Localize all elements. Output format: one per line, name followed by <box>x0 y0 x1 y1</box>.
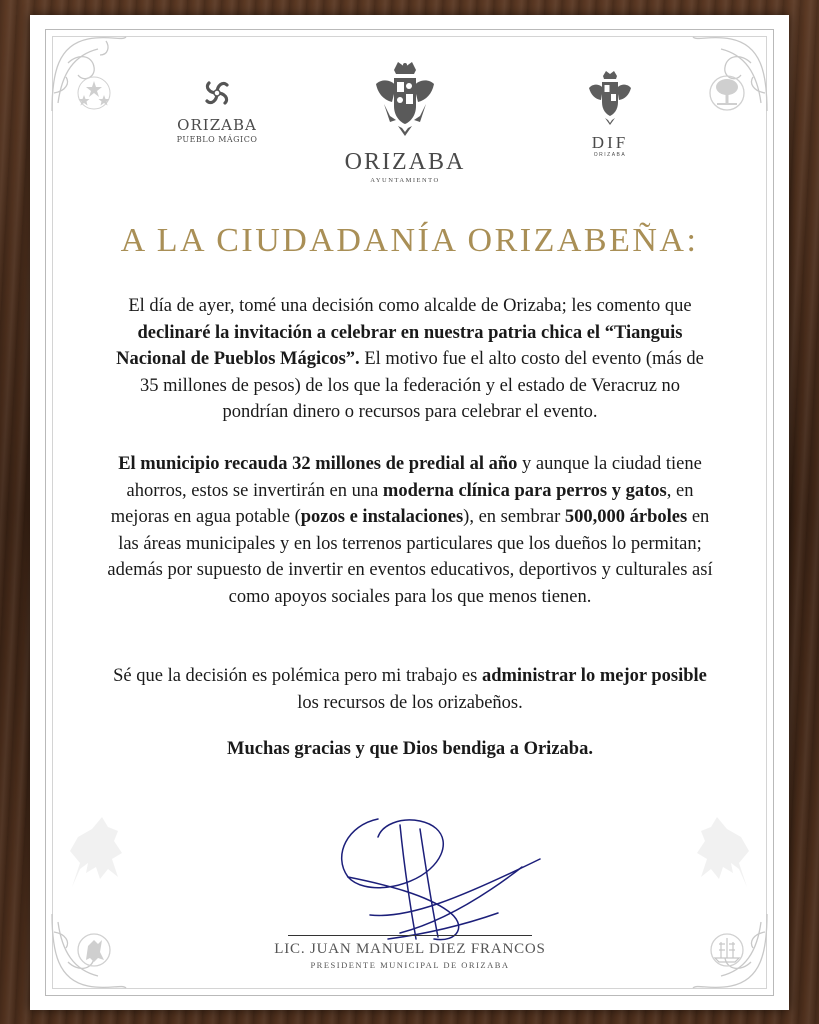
lion-watermark-left <box>52 807 142 897</box>
closing-line <box>105 736 715 763</box>
p2-text-2: , en mejoras en agua potable ( <box>110 480 694 527</box>
p1-text-2: El motivo fue el alto costo del evento (más de 35 millones de pesos) de los que la federación y el estado de Veracruz no pondrían dinero o recursos para celebrar el evento. <box>139 349 704 422</box>
signature-line <box>288 935 532 936</box>
signatory-name: LIC. JUAN MANUEL DIEZ FRANCOS <box>274 941 546 957</box>
corner-ornament-top-right <box>689 33 771 115</box>
ayuntamiento-logo <box>335 60 475 184</box>
ayuntamiento-logo-sub: AYUNTAMIENTO <box>370 177 440 184</box>
lion-watermark-right <box>677 807 767 897</box>
corner-ornament-bottom-right <box>689 910 771 992</box>
p3-text-1: Sé que la decisión es polémica pero mi trabajo es <box>113 666 482 686</box>
pinwheel-icon <box>199 75 235 111</box>
paragraph-2 <box>105 451 715 610</box>
p2-text-1: y aunque la ciudad tiene ahorros, estos se invertirán en una <box>126 454 702 501</box>
p2-text-3: ), en sembrar <box>463 507 565 527</box>
corner-ornament-top-left <box>48 33 130 115</box>
p2-bold-4: 500,000 árboles <box>564 507 688 527</box>
letter-paper <box>30 15 789 1010</box>
paragraph-1 <box>105 293 715 426</box>
corner-ornament-bottom-left <box>48 910 130 992</box>
p2-text-4: en las áreas municipales y en los terrenos particulares que los dueños lo permitan; además por supuesto de invertir en eventos educativos, deportivos y culturales así como apoyos sociales para los que menos tienen. <box>107 507 713 607</box>
p2-bold-3: pozos e instalaciones <box>300 507 464 527</box>
paragraph-3 <box>105 663 715 716</box>
dif-shield-icon <box>585 70 635 128</box>
dif-logo <box>575 70 645 158</box>
pueblo-magico-logo-name: ORIZABA <box>177 116 257 134</box>
p3-bold-1: administrar lo mejor posible <box>481 666 707 686</box>
signatory-title: PRESIDENTE MUNICIPAL DE ORIZABA <box>310 960 510 970</box>
handwritten-signature <box>308 815 548 955</box>
p1-bold-1: declinaré la invitación a celebrar en nuestra patria chica el “Tianguis Nacional de Pueblos Mágicos”. <box>116 322 683 369</box>
p2-bold-2: moderna clínica para perros y gatos <box>382 480 667 501</box>
letter-headline: A LA CIUDADANÍA ORIZABEÑA: <box>120 222 699 259</box>
closing-text: Muchas gracias y que Dios bendiga a Orizaba. <box>227 739 593 759</box>
ayuntamiento-logo-name: ORIZABA <box>344 149 466 175</box>
dif-logo-sub: ORIZABA <box>593 152 627 158</box>
coat-of-arms-icon <box>370 60 440 144</box>
pueblo-magico-logo-sub: PUEBLO MÁGICO <box>176 135 258 144</box>
dif-logo-name: DIF <box>591 133 629 152</box>
p1-text-1: El día de ayer, tomé una decisión como alcalde de Orizaba; les comento que <box>128 296 692 316</box>
p2-bold-1: El municipio recauda 32 millones de predial al año <box>118 454 518 474</box>
p3-text-2: los recursos de los orizabeños. <box>297 692 523 713</box>
pueblo-magico-logo <box>162 75 272 144</box>
